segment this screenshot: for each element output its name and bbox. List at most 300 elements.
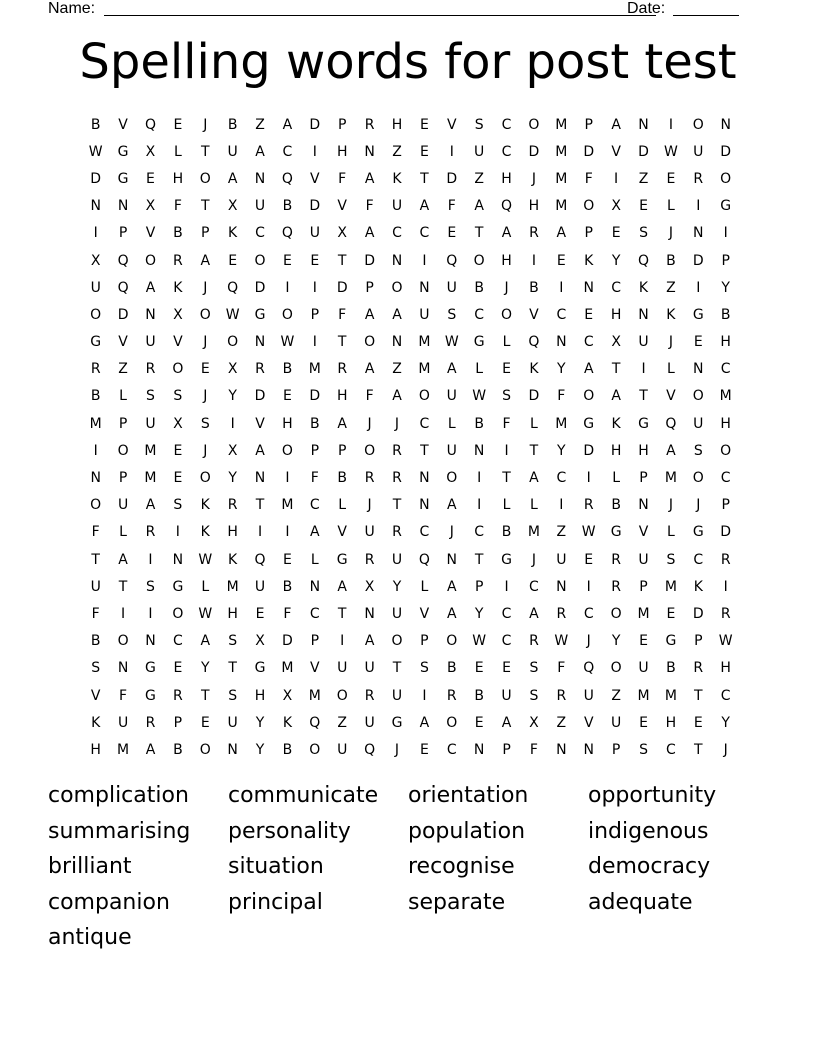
grid-letter: A — [200, 252, 211, 269]
grid-letter: O — [473, 252, 485, 269]
grid-letter: A — [583, 361, 594, 378]
grid-letter: N — [693, 361, 704, 378]
grid-letter: A — [145, 741, 156, 758]
grid-letter: R — [145, 524, 156, 541]
grid-letter: L — [530, 415, 538, 432]
grid-letter: Z — [337, 714, 347, 731]
grid-letter: O — [199, 306, 211, 323]
grid-letter: I — [504, 578, 509, 595]
grid-letter: U — [309, 225, 320, 242]
grid-letter: A — [392, 388, 402, 405]
grid-letter: D — [309, 198, 321, 215]
grid-letter: T — [392, 497, 402, 514]
grid-letter: E — [611, 225, 621, 242]
grid-letter: A — [364, 225, 375, 242]
grid-letter: E — [474, 714, 484, 731]
grid-letter: G — [336, 551, 348, 568]
grid-letter: K — [173, 279, 183, 296]
grid-letter: I — [449, 143, 454, 160]
grid-letter: A — [501, 714, 512, 731]
grid-letter: Y — [557, 361, 566, 378]
grid-letter: K — [228, 225, 238, 242]
grid-letter: T — [337, 334, 347, 351]
grid-letter: B — [173, 741, 183, 758]
grid-letter: U — [391, 198, 403, 215]
grid-letter: F — [338, 306, 347, 323]
grid-letter: K — [282, 714, 293, 731]
grid-letter: D — [117, 306, 129, 323]
grid-letter: N — [473, 741, 485, 758]
grid-letter: N — [172, 551, 184, 568]
grid-letter: D — [282, 633, 293, 650]
grid-letter: R — [583, 497, 594, 514]
grid-letter: I — [285, 524, 290, 541]
grid-letter: F — [365, 198, 374, 215]
grid-letter: P — [118, 470, 128, 487]
grid-letter: D — [254, 388, 266, 405]
grid-letter: U — [337, 741, 348, 758]
grid-letter: X — [611, 198, 621, 215]
grid-letter: J — [203, 442, 208, 459]
grid-letter: C — [309, 497, 320, 514]
grid-letter: N — [638, 306, 649, 323]
grid-letter: I — [477, 470, 482, 487]
grid-letter: Z — [556, 714, 567, 731]
grid-letter: I — [93, 442, 98, 459]
grid-letter: U — [501, 687, 512, 704]
grid-letter: W — [472, 388, 487, 405]
grid-letter: A — [282, 116, 293, 133]
grid-letter: V — [446, 116, 457, 133]
grid-letter: G — [90, 334, 102, 351]
grid-letter: U — [638, 660, 649, 677]
grid-letter: W — [444, 334, 459, 351]
grid-letter: H — [227, 605, 238, 622]
grid-letter: O — [391, 279, 403, 296]
grid-letter: D — [446, 170, 458, 187]
grid-letter: V — [255, 415, 265, 432]
grid-letter: P — [310, 306, 320, 323]
grid-letter: O — [172, 361, 184, 378]
grid-letter: I — [696, 198, 701, 215]
grid-letter: M — [555, 198, 568, 215]
grid-letter: U — [693, 143, 704, 160]
grid-letter: M — [117, 741, 130, 758]
grid-letter: V — [529, 306, 539, 323]
grid-letter: F — [557, 388, 566, 405]
grid-letter: N — [556, 741, 567, 758]
grid-letter: D — [336, 279, 348, 296]
grid-letter: R — [720, 551, 731, 568]
grid-letter: U — [391, 687, 403, 704]
grid-letter: M — [527, 524, 540, 541]
grid-letter: J — [367, 415, 372, 432]
grid-letter: B — [720, 306, 731, 323]
grid-letter: C — [501, 143, 512, 160]
name-label: Name: — [48, 0, 96, 17]
grid-letter: D — [309, 388, 321, 405]
grid-letter: E — [200, 714, 210, 731]
grid-letter: K — [91, 714, 101, 731]
grid-letter: W — [472, 633, 487, 650]
grid-letter: T — [91, 551, 100, 568]
grid-letter: A — [364, 170, 375, 187]
grid-letter: R — [392, 524, 402, 541]
grid-letter: J — [203, 116, 208, 133]
grid-letter: V — [611, 143, 621, 160]
grid-letter: O — [692, 116, 704, 133]
grid-letter: J — [531, 170, 537, 187]
grid-letter: E — [255, 605, 265, 622]
grid-letter: T — [502, 470, 511, 487]
grid-letter: C — [529, 578, 539, 595]
grid-letter: T — [255, 497, 265, 514]
grid-letter: M — [555, 116, 568, 133]
grid-letter: U — [391, 605, 403, 622]
grid-letter: R — [364, 470, 375, 487]
grid-letter: J — [367, 497, 372, 514]
grid-letter: O — [610, 605, 622, 622]
grid-letter: E — [283, 252, 292, 269]
grid-letter: A — [200, 633, 211, 650]
grid-letter: E — [228, 252, 238, 269]
grid-letter: G — [254, 306, 266, 323]
grid-letter: O — [144, 252, 156, 269]
grid-letter: O — [254, 252, 266, 269]
grid-letter: P — [118, 415, 128, 432]
grid-letter: O — [172, 605, 184, 622]
grid-letter: G — [117, 143, 129, 160]
grid-letter: T — [200, 143, 210, 160]
grid-letter: A — [118, 551, 128, 568]
word-search-grid — [82, 111, 740, 764]
grid-letter: E — [419, 741, 429, 758]
grid-letter: X — [337, 225, 347, 242]
grid-letter: Q — [281, 225, 293, 242]
grid-letter: U — [254, 578, 266, 595]
grid-letter: R — [364, 116, 375, 133]
grid-letter: W — [581, 524, 596, 541]
grid-letter: J — [696, 497, 701, 514]
grid-letter: N — [638, 497, 649, 514]
grid-letter: E — [173, 116, 183, 133]
word-list-item: antique — [48, 925, 132, 950]
grid-letter: U — [364, 660, 375, 677]
grid-letter: W — [663, 143, 678, 160]
grid-letter: Y — [255, 714, 265, 731]
grid-letter: P — [365, 279, 374, 296]
grid-letter: A — [364, 633, 375, 650]
grid-letter: N — [309, 578, 321, 595]
grid-letter: W — [198, 605, 213, 622]
grid-letter: J — [586, 633, 591, 650]
grid-letter: D — [583, 143, 595, 160]
grid-letter: M — [144, 470, 157, 487]
grid-letter: A — [501, 225, 512, 242]
grid-letter: Z — [556, 524, 567, 541]
grid-letter: T — [228, 660, 237, 677]
grid-letter: H — [336, 143, 348, 160]
grid-letter: W — [554, 633, 569, 650]
grid-letter: R — [90, 361, 101, 378]
grid-letter: Z — [474, 170, 484, 187]
grid-letter: Y — [392, 578, 402, 595]
grid-letter: J — [203, 334, 208, 351]
grid-letter: N — [391, 334, 403, 351]
grid-letter: J — [723, 741, 728, 758]
grid-letter: O — [446, 470, 458, 487]
grid-letter: F — [173, 198, 182, 215]
grid-letter: I — [723, 578, 728, 595]
grid-letter: V — [118, 116, 128, 133]
grid-letter: T — [694, 741, 703, 758]
grid-letter: G — [583, 415, 595, 432]
grid-letter: X — [173, 306, 183, 323]
grid-letter: H — [610, 306, 622, 323]
grid-letter: J — [203, 388, 208, 405]
grid-letter: F — [310, 470, 319, 487]
grid-letter: I — [230, 415, 235, 432]
grid-letter: N — [145, 306, 156, 323]
grid-letter: C — [556, 306, 567, 323]
grid-letter: C — [172, 633, 183, 650]
grid-letter: A — [611, 388, 621, 405]
grid-letter: C — [309, 605, 320, 622]
grid-letter: U — [117, 714, 129, 731]
grid-letter: E — [173, 442, 183, 459]
grid-letter: L — [447, 415, 456, 432]
grid-letter: O — [446, 714, 458, 731]
grid-letter: P — [639, 578, 648, 595]
grid-letter: L — [201, 578, 210, 595]
grid-letter: H — [254, 687, 266, 704]
grid-letter: R — [392, 470, 402, 487]
grid-letter: F — [283, 605, 292, 622]
grid-letter: M — [637, 605, 650, 622]
grid-letter: L — [666, 361, 675, 378]
grid-letter: F — [91, 524, 100, 541]
grid-letter: W — [198, 551, 213, 568]
grid-letter: P — [694, 633, 703, 650]
grid-letter: Y — [721, 279, 730, 296]
grid-letter: E — [556, 252, 566, 269]
grid-letter: Z — [255, 116, 265, 133]
grid-letter: I — [559, 497, 564, 514]
grid-letter: H — [391, 116, 403, 133]
grid-letter: U — [391, 551, 403, 568]
grid-letter: B — [611, 497, 621, 514]
grid-letter: C — [501, 633, 512, 650]
grid-letter: I — [723, 225, 728, 242]
grid-letter: P — [420, 633, 429, 650]
grid-letter: C — [419, 524, 430, 541]
grid-letter: I — [422, 687, 427, 704]
grid-letter: V — [310, 660, 320, 677]
grid-letter: X — [227, 442, 238, 459]
grid-letter: S — [474, 116, 484, 133]
grid-letter: U — [638, 334, 649, 351]
grid-letter: B — [282, 361, 293, 378]
grid-letter: O — [199, 170, 211, 187]
grid-letter: R — [529, 225, 539, 242]
grid-letter: U — [638, 551, 649, 568]
grid-letter: Y — [611, 252, 621, 269]
grid-letter: Q — [528, 334, 540, 351]
grid-letter: L — [502, 497, 511, 514]
grid-letter: N — [419, 279, 430, 296]
grid-letter: M — [144, 442, 157, 459]
grid-letter: F — [365, 388, 374, 405]
grid-letter: O — [720, 442, 732, 459]
grid-letter: H — [610, 442, 622, 459]
grid-letter: M — [664, 578, 677, 595]
grid-letter: M — [664, 470, 677, 487]
grid-letter: C — [501, 116, 512, 133]
grid-letter: Q — [227, 279, 239, 296]
grid-letter: C — [501, 605, 512, 622]
grid-letter: P — [173, 714, 183, 731]
grid-letter: B — [529, 279, 539, 296]
grid-letter: Q — [309, 714, 321, 731]
grid-letter: J — [668, 225, 673, 242]
grid-letter: N — [556, 578, 567, 595]
grid-letter: R — [255, 361, 265, 378]
grid-letter: N — [254, 334, 266, 351]
grid-letter: Y — [721, 714, 730, 731]
grid-letter: B — [337, 470, 348, 487]
grid-letter: N — [117, 660, 129, 677]
grid-letter: E — [173, 470, 183, 487]
grid-letter: V — [145, 225, 156, 242]
grid-letter: G — [501, 551, 512, 568]
grid-letter: S — [639, 225, 648, 242]
grid-letter: A — [529, 470, 539, 487]
grid-letter: E — [173, 660, 183, 677]
grid-letter: L — [666, 198, 675, 215]
grid-letter: H — [172, 170, 184, 187]
name-blank-line[interactable] — [104, 15, 656, 16]
grid-letter: N — [556, 334, 567, 351]
grid-letter: T — [474, 225, 484, 242]
grid-letter: B — [227, 116, 238, 133]
grid-letter: N — [720, 116, 731, 133]
grid-letter: B — [282, 578, 293, 595]
grid-letter: E — [666, 605, 676, 622]
grid-letter: H — [720, 334, 731, 351]
grid-letter: C — [693, 551, 704, 568]
grid-letter: G — [117, 170, 129, 187]
grid-letter: G — [610, 524, 622, 541]
word-list-item: indigenous — [588, 818, 709, 844]
grid-letter: F — [502, 415, 511, 432]
grid-letter: L — [119, 388, 127, 405]
grid-letter: V — [118, 334, 128, 351]
grid-letter: R — [720, 605, 731, 622]
grid-letter: J — [203, 279, 208, 296]
grid-letter: G — [391, 714, 403, 731]
grid-letter: R — [693, 660, 704, 677]
grid-letter: A — [145, 279, 156, 296]
grid-letter: P — [474, 578, 484, 595]
grid-letter: N — [364, 605, 375, 622]
grid-letter: Z — [118, 361, 128, 378]
grid-letter: D — [528, 388, 540, 405]
date-blank-line[interactable] — [673, 15, 739, 16]
grid-letter: K — [200, 524, 210, 541]
grid-letter: F — [584, 170, 593, 187]
grid-letter: T — [420, 170, 429, 187]
grid-letter: V — [638, 524, 649, 541]
grid-letter: O — [90, 497, 102, 514]
grid-letter: D — [583, 442, 595, 459]
grid-letter: B — [474, 279, 484, 296]
grid-letter: T — [639, 388, 648, 405]
grid-letter: R — [364, 687, 375, 704]
grid-letter: O — [501, 306, 513, 323]
grid-letter: E — [419, 116, 429, 133]
grid-letter: V — [337, 524, 347, 541]
grid-letter: I — [586, 470, 591, 487]
grid-letter: Y — [200, 660, 210, 677]
grid-letter: T — [337, 605, 347, 622]
grid-letter: M — [281, 660, 294, 677]
grid-letter: C — [583, 334, 594, 351]
grid-letter: I — [559, 279, 564, 296]
grid-letter: E — [419, 143, 429, 160]
grid-letter: A — [364, 306, 375, 323]
grid-letter: B — [90, 388, 101, 405]
grid-letter: Y — [557, 442, 566, 459]
grid-letter: O — [117, 633, 129, 650]
grid-letter: I — [477, 497, 482, 514]
word-list — [48, 780, 768, 958]
grid-letter: N — [473, 442, 485, 459]
grid-letter: N — [583, 279, 594, 296]
grid-letter: E — [474, 660, 484, 677]
grid-letter: E — [639, 198, 648, 215]
grid-letter: P — [337, 442, 347, 459]
grid-letter: S — [639, 741, 648, 758]
grid-letter: R — [364, 551, 375, 568]
grid-letter: D — [254, 279, 266, 296]
word-list-item: population — [408, 818, 526, 844]
grid-letter: I — [148, 551, 153, 568]
grid-letter: I — [614, 170, 619, 187]
grid-letter: L — [666, 524, 675, 541]
grid-letter: H — [528, 198, 540, 215]
grid-letter: Z — [392, 143, 402, 160]
grid-letter: A — [145, 497, 156, 514]
grid-letter: M — [719, 388, 732, 405]
grid-letter: Z — [611, 687, 621, 704]
grid-letter: I — [312, 334, 317, 351]
grid-letter: E — [447, 225, 457, 242]
grid-letter: S — [146, 578, 155, 595]
grid-letter: R — [337, 361, 348, 378]
grid-letter: U — [583, 687, 594, 704]
grid-letter: F — [338, 170, 347, 187]
grid-letter: Q — [501, 198, 513, 215]
grid-letter: G — [692, 524, 704, 541]
word-list-item: orientation — [408, 783, 529, 808]
grid-letter: C — [392, 225, 402, 242]
grid-letter: M — [308, 687, 321, 704]
grid-letter: X — [145, 198, 156, 215]
grid-letter: E — [502, 361, 511, 378]
grid-letter: E — [502, 660, 511, 677]
grid-letter: O — [418, 388, 430, 405]
grid-letter: G — [145, 660, 156, 677]
